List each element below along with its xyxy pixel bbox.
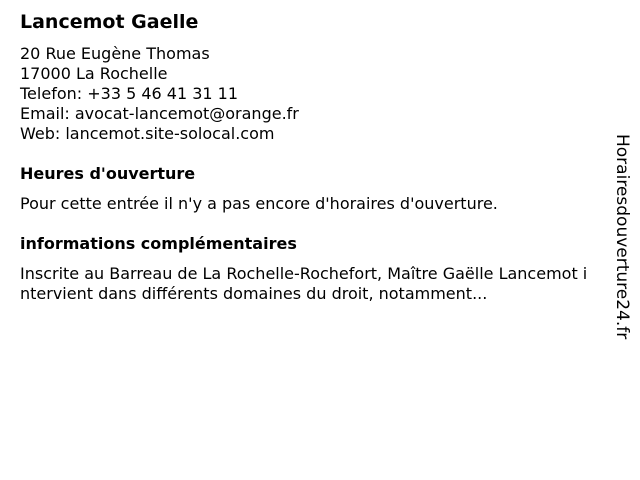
hours-text: Pour cette entrée il n'y a pas encore d'horaires d'ouverture. (20, 194, 498, 213)
business-name: Lancemot Gaelle (20, 11, 199, 33)
address-street: 20 Rue Eugène Thomas (20, 44, 210, 63)
info-heading: informations complémentaires (20, 234, 297, 253)
email-line: Email: avocat-lancemot@orange.fr (20, 104, 299, 123)
info-text: Inscrite au Barreau de La Rochelle-Rochefort, Maître Gaëlle Lancemot intervient dans différents domaines du droit, notamment... (20, 264, 588, 303)
site-watermark (612, 134, 632, 348)
business-card (20, 10, 600, 304)
web-line: Web: lancemot.site-solocal.com (20, 124, 275, 143)
hours-heading: Heures d'ouverture (20, 164, 196, 183)
site-watermark-text: Horairesdouverture24.fr (612, 134, 632, 340)
phone-line: Telefon: +33 5 46 41 31 11 (20, 84, 239, 103)
address-city: 17000 La Rochelle (20, 64, 168, 83)
